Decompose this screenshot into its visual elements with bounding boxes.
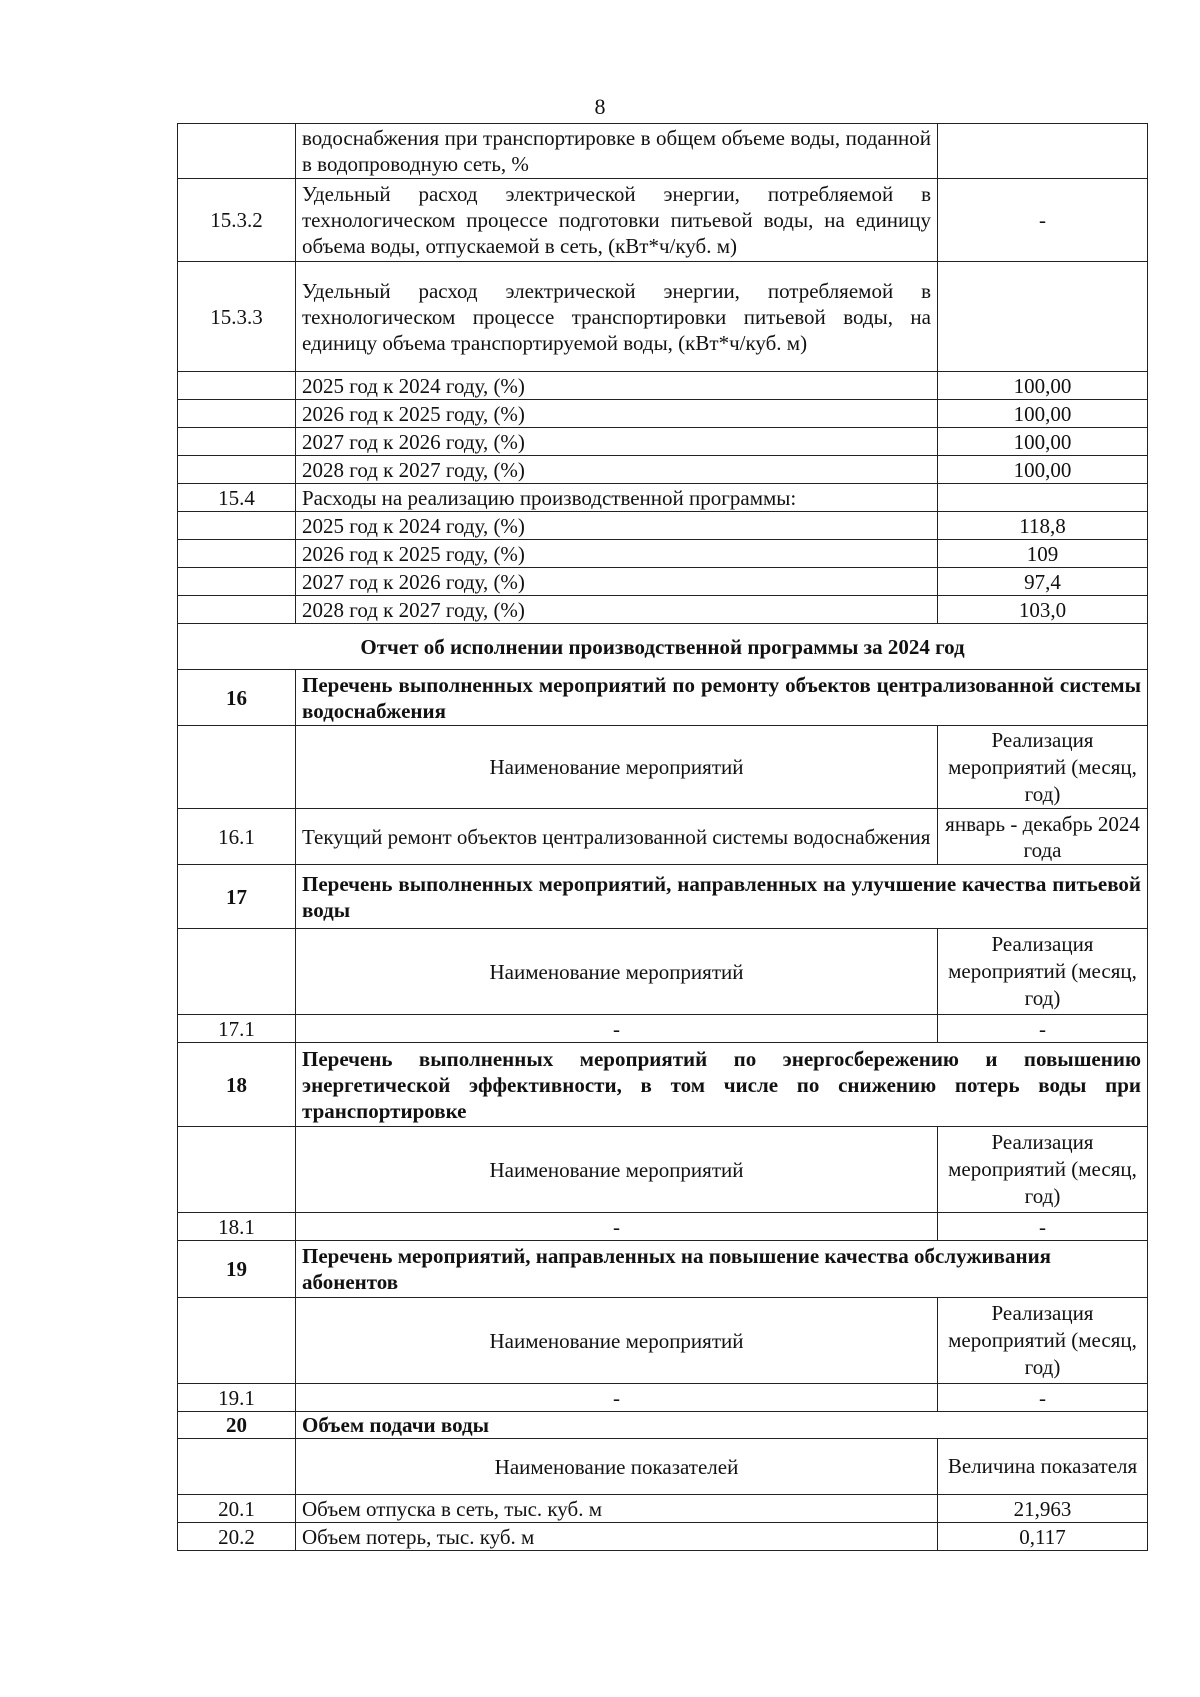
table-row [178, 179, 1148, 262]
table-row [178, 400, 1148, 428]
table-row [178, 1523, 1148, 1551]
section-title: Перечень мероприятий, направленных на повышение качества обслуживания абонентов [296, 1241, 1148, 1298]
row-number: 18.1 [178, 1213, 296, 1241]
section-header-row [178, 865, 1148, 929]
row-description: 2027 год к 2026 году, (%) [296, 428, 938, 456]
column-header-name: Наименование показателей [296, 1439, 938, 1495]
row-number [178, 512, 296, 540]
row-description: Объем отпуска в сеть, тыс. куб. м [296, 1495, 938, 1523]
row-value: 0,117 [938, 1523, 1148, 1551]
empty-cell [178, 726, 296, 809]
row-value: 97,4 [938, 568, 1148, 596]
row-number: 19.1 [178, 1384, 296, 1412]
section-title: Перечень выполненных мероприятий по ремонту объектов централизованной системы водоснабжения [296, 670, 1148, 726]
section-title: Перечень выполненных мероприятий, направленных на улучшение качества питьевой воды [296, 865, 1148, 929]
section-header-row [178, 670, 1148, 726]
column-header-implementation: Реализация мероприятий (месяц, год) [938, 726, 1148, 809]
row-number: 15.4 [178, 484, 296, 512]
table-row [178, 1495, 1148, 1523]
row-description: 2026 год к 2025 году, (%) [296, 540, 938, 568]
column-header-row [178, 1127, 1148, 1213]
row-value [938, 262, 1148, 372]
row-value: 21,963 [938, 1495, 1148, 1523]
row-number [178, 568, 296, 596]
row-value: январь - декабрь 2024 года [938, 809, 1148, 865]
row-description: - [296, 1213, 938, 1241]
table-row [178, 484, 1148, 512]
row-value: 103,0 [938, 596, 1148, 624]
row-description: 2028 год к 2027 году, (%) [296, 596, 938, 624]
row-description: 2027 год к 2026 году, (%) [296, 568, 938, 596]
table-row [178, 1384, 1148, 1412]
section-number: 18 [178, 1043, 296, 1127]
row-description: - [296, 1384, 938, 1412]
row-description: 2028 год к 2027 году, (%) [296, 456, 938, 484]
table-row [178, 596, 1148, 624]
row-description: Текущий ремонт объектов централизованной системы водоснабжения [296, 809, 938, 865]
row-description: 2025 год к 2024 году, (%) [296, 372, 938, 400]
section-number: 20 [178, 1412, 296, 1439]
row-value: - [938, 1213, 1148, 1241]
table-row [178, 372, 1148, 400]
row-number [178, 428, 296, 456]
table-row [178, 428, 1148, 456]
row-value: 100,00 [938, 372, 1148, 400]
row-value: - [938, 1015, 1148, 1043]
column-header-name: Наименование мероприятий [296, 1127, 938, 1213]
row-number: 17.1 [178, 1015, 296, 1043]
table-row [178, 809, 1148, 865]
section-number: 17 [178, 865, 296, 929]
row-description: Расходы на реализацию производственной программы: [296, 484, 938, 512]
table-row [178, 512, 1148, 540]
row-value: 109 [938, 540, 1148, 568]
table-row [178, 124, 1148, 179]
row-number: 16.1 [178, 809, 296, 865]
column-header-name: Наименование мероприятий [296, 929, 938, 1015]
section-header-row [178, 1412, 1148, 1439]
row-number: 15.3.3 [178, 262, 296, 372]
column-header-implementation: Реализация мероприятий (месяц, год) [938, 1298, 1148, 1384]
row-number: 20.1 [178, 1495, 296, 1523]
row-value: 100,00 [938, 456, 1148, 484]
table-row [178, 1213, 1148, 1241]
report-heading: Отчет об исполнении производственной программы за 2024 год [178, 624, 1148, 670]
section-title: Объем подачи воды [296, 1412, 1148, 1439]
page-number: 8 [594, 94, 606, 119]
row-number: 20.2 [178, 1523, 296, 1551]
table-row [178, 568, 1148, 596]
row-number [178, 456, 296, 484]
row-number [178, 124, 296, 179]
row-value [938, 124, 1148, 179]
empty-cell [178, 1298, 296, 1384]
table-row [178, 262, 1148, 372]
report-heading-row [178, 624, 1148, 670]
row-value: - [938, 1384, 1148, 1412]
column-header-implementation: Реализация мероприятий (месяц, год) [938, 1127, 1148, 1213]
column-header-row [178, 726, 1148, 809]
row-number [178, 372, 296, 400]
column-header-row [178, 1298, 1148, 1384]
row-value [938, 484, 1148, 512]
column-header-row [178, 1439, 1148, 1495]
production-program-table [177, 123, 1148, 1551]
column-header-name: Наименование мероприятий [296, 726, 938, 809]
section-title: Перечень выполненных мероприятий по энергосбережению и повышению энергетической эффективности, в том числе по снижению потерь воды при транспортировке [296, 1043, 1148, 1127]
table-row [178, 456, 1148, 484]
table-row [178, 1015, 1148, 1043]
row-description: - [296, 1015, 938, 1043]
row-description: водоснабжения при транспортировке в общем объеме воды, поданной в водопроводную сеть, % [296, 124, 938, 179]
table-row [178, 540, 1148, 568]
row-description: Удельный расход электрической энергии, потребляемой в технологическом процессе подготовки питьевой воды, на единицу объема воды, отпускаемой в сеть, (кВт*ч/куб. м) [296, 179, 938, 262]
row-value: 100,00 [938, 428, 1148, 456]
column-header-name: Наименование мероприятий [296, 1298, 938, 1384]
row-value: - [938, 179, 1148, 262]
empty-cell [178, 929, 296, 1015]
row-description: 2026 год к 2025 году, (%) [296, 400, 938, 428]
empty-cell [178, 1127, 296, 1213]
section-header-row [178, 1043, 1148, 1127]
section-number: 19 [178, 1241, 296, 1298]
row-value: 100,00 [938, 400, 1148, 428]
section-header-row [178, 1241, 1148, 1298]
row-number [178, 540, 296, 568]
row-number [178, 400, 296, 428]
empty-cell [178, 1439, 296, 1495]
row-description: 2025 год к 2024 году, (%) [296, 512, 938, 540]
row-number: 15.3.2 [178, 179, 296, 262]
section-number: 16 [178, 670, 296, 726]
row-number [178, 596, 296, 624]
column-header-implementation: Реализация мероприятий (месяц, год) [938, 929, 1148, 1015]
row-value: 118,8 [938, 512, 1148, 540]
row-description: Удельный расход электрической энергии, потребляемой в технологическом процессе транспортировки питьевой воды, на единицу объема транспортируемой воды, (кВт*ч/куб. м) [296, 262, 938, 372]
column-header-value: Величина показателя [938, 1439, 1148, 1495]
column-header-row [178, 929, 1148, 1015]
row-description: Объем потерь, тыс. куб. м [296, 1523, 938, 1551]
